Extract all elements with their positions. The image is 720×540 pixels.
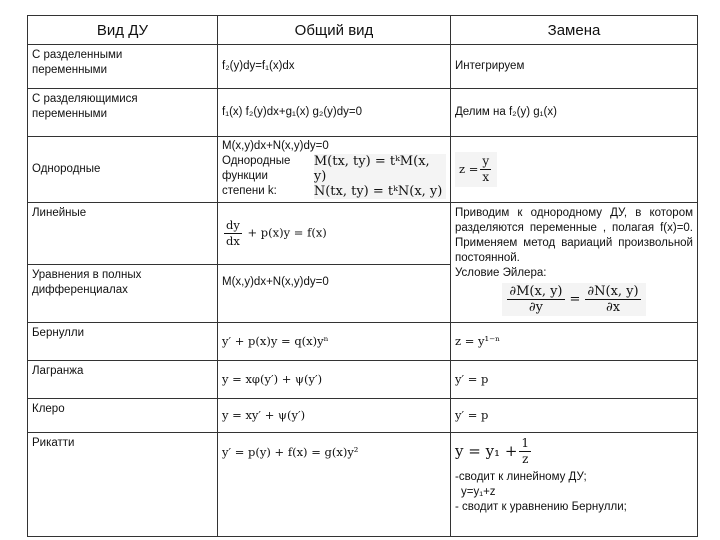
fraction <box>224 218 242 249</box>
header-substitution: Замена <box>451 16 698 45</box>
fraction-den: dx <box>226 234 240 248</box>
table-row <box>28 399 698 433</box>
fraction-num: y <box>482 154 490 168</box>
fraction-num: ∂M(x, y) <box>509 284 563 299</box>
fraction <box>480 154 491 185</box>
row-substitution: y′ = p <box>451 399 698 433</box>
sub-lhs: z = <box>459 162 479 176</box>
note-line: - сводит к уравнению Бернулли; <box>455 501 627 513</box>
row-general: y = xφ(y′) + ψ(y′) <box>218 361 451 399</box>
row-general: y = xy′ + ψ(y′) <box>218 399 451 433</box>
row-name: Рикатти <box>28 433 218 537</box>
table-row <box>28 89 698 137</box>
row-name: Бернулли <box>28 323 218 361</box>
fraction-num: 1 <box>521 436 530 450</box>
equals-sign: = <box>569 292 581 307</box>
fraction <box>585 284 640 315</box>
row-general <box>218 203 451 265</box>
general-line: степени k: <box>222 185 277 197</box>
note-line: y=y₁+z <box>461 486 496 498</box>
header-type: Вид ДУ <box>28 16 218 45</box>
general-line: функции <box>222 170 268 182</box>
row-name <box>28 265 218 323</box>
row-substitution: Делим на f₂(y) g₁(x) <box>451 89 698 137</box>
general-line: Однородные <box>222 155 291 167</box>
table-row <box>28 137 698 203</box>
row-name-line: дифференциалах <box>32 284 128 296</box>
fraction-den: ∂y <box>528 300 543 315</box>
row-name-line: Уравнения в полных <box>32 269 142 281</box>
fraction-num: dy <box>226 218 240 232</box>
row-general: f₁(x) f₂(y)dx+g₁(x) g₂(y)dy=0 <box>218 89 451 137</box>
row-general: y′ = p(y) + f(x) = g(x)y² <box>218 433 451 537</box>
row-substitution <box>451 433 698 537</box>
row-general <box>218 137 451 203</box>
header-general: Общий вид <box>218 16 451 45</box>
row-name-line: переменными <box>32 64 108 76</box>
fraction-num: ∂N(x, y) <box>587 284 639 299</box>
row-general: M(x,y)dx+N(x,y)dy=0 <box>218 265 451 323</box>
n-homogeneity-formula: N(tx, ty) = tᵏN(x, y) <box>314 184 446 199</box>
row-name-line: С разделенными <box>32 49 123 61</box>
row-name: Линейные <box>28 203 218 265</box>
condition-label: Условие Эйлера: <box>455 267 547 279</box>
table-row <box>28 45 698 89</box>
fraction-den: x <box>482 170 490 184</box>
fraction-den: z <box>522 452 529 466</box>
fraction <box>519 436 531 467</box>
fraction-den: ∂x <box>605 300 621 315</box>
m-homogeneity-formula: M(tx, ty) = tᵏM(x, y) <box>314 154 446 184</box>
row-general: y′ + p(x)y = q(x)yⁿ <box>218 323 451 361</box>
row-name-line: С разделяющимися <box>32 93 138 105</box>
table-row <box>28 361 698 399</box>
sub-lhs: y = y₁ + <box>455 442 518 460</box>
table-row <box>28 203 698 265</box>
header-row <box>28 16 698 45</box>
row-substitution: y′ = p <box>451 361 698 399</box>
row-substitution: z = y¹⁻ⁿ <box>451 323 698 361</box>
row-name <box>28 89 218 137</box>
row-name: Однородные <box>28 137 218 203</box>
row-name-line: переменными <box>32 108 108 120</box>
row-name: Клеро <box>28 399 218 433</box>
table-row <box>28 433 698 537</box>
row-name: Лагранжа <box>28 361 218 399</box>
row-substitution: Интегрируем <box>451 45 698 89</box>
de-table <box>27 15 698 537</box>
substitution-text: Приводим к однородному ДУ, в котором разделяются переменные , полагая f(x)=0. Применяем метод вариаций произвольной постоянной. <box>455 207 693 264</box>
row-name <box>28 45 218 89</box>
note-line: -сводит к линейному ДУ; <box>455 471 587 483</box>
formula-rest: + p(x)y = f(x) <box>247 225 327 240</box>
row-general: f₂(y)dy=f₁(x)dx <box>218 45 451 89</box>
row-substitution <box>451 203 698 323</box>
row-substitution <box>451 137 698 203</box>
table-row <box>28 323 698 361</box>
fraction <box>507 284 564 315</box>
general-line: M(x,y)dx+N(x,y)dy=0 <box>222 140 329 152</box>
